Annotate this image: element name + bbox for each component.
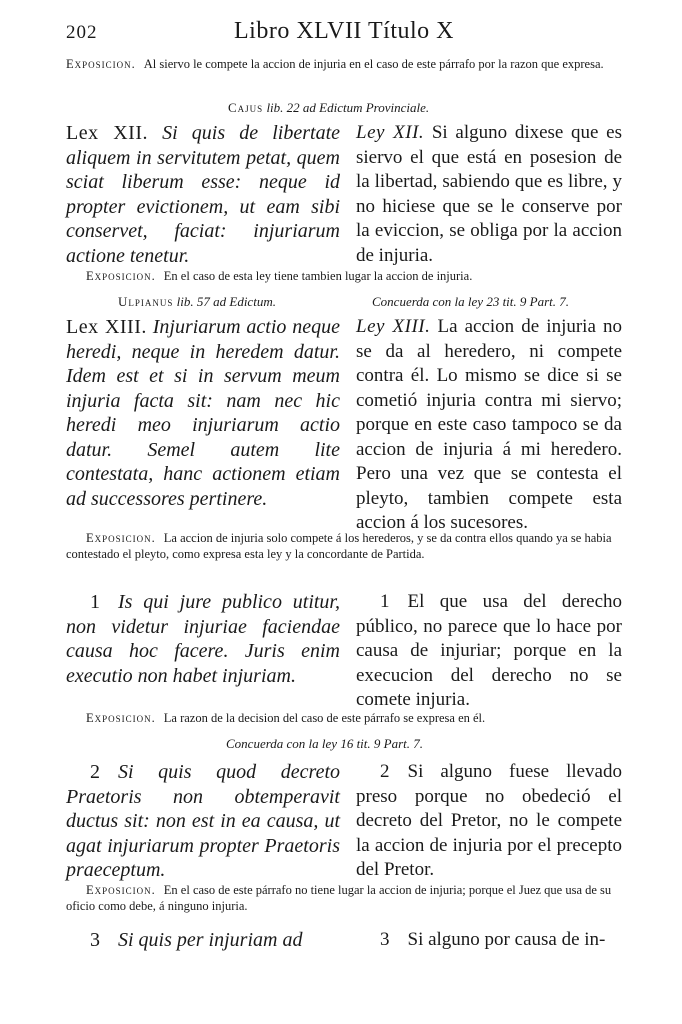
paragraph-number: 2 xyxy=(380,761,390,782)
exposicion-label: Exposicion. xyxy=(86,711,156,725)
paragraph-3-spanish-text: Si alguno por causa de in- xyxy=(407,929,606,950)
exposicion-text: La accion de injuria solo compete á los herederos, y se da contra ellos quando ya se habia contestado el pleyto, como expresa esta ley y la concordante de Partida. xyxy=(66,531,612,561)
exposicion-text: En el caso de esta ley tiene tambien lugar la accion de injuria. xyxy=(163,269,473,283)
paragraph-1-spanish xyxy=(356,590,622,710)
lex-13-latin-heading: Lex XIII. xyxy=(66,316,147,338)
lex-12-spanish-heading: Ley XII. xyxy=(356,122,425,143)
exposicion-label: Exposicion. xyxy=(66,57,136,71)
exposicion-3 xyxy=(66,530,622,562)
exposicion-text: Al siervo le compete la accion de injuria en el caso de este párrafo por la razon que expresa. xyxy=(143,57,604,71)
lex-12-spanish xyxy=(356,121,623,266)
paragraph-1-spanish-text: El que usa del derecho público, no parece que lo hace por causa de injuriar; porque en la execucion del derecho no se comete injuria. xyxy=(356,591,622,710)
exposicion-label: Exposicion. xyxy=(86,883,156,897)
lex-12-latin xyxy=(66,121,341,267)
paragraph-3-latin xyxy=(66,928,340,958)
page-number: 202 xyxy=(66,22,98,43)
lex-13-latin xyxy=(66,315,340,520)
paragraph-number: 1 xyxy=(90,591,100,613)
exposicion-label: Exposicion. xyxy=(86,269,156,283)
exposicion-1 xyxy=(66,56,622,72)
lex-12-spanish-text: Si alguno dixese que es siervo el que está en posesion de la libertad, sabiendo que es libre, y no hiciese que se le conserve por la eviccion, se obliga por la accion de injuria. xyxy=(356,122,623,266)
source-author: Ulpianus xyxy=(118,294,174,309)
paragraph-2-spanish xyxy=(356,760,622,880)
page-header xyxy=(66,18,622,48)
lex-13-latin-text: Injuriarum actio neque heredi, neque in heredem datur. Idem est et si in servum meum injuria facta sit: nam nec hic heredi meo injuriarum actio datur. Semel autem lite contestata, hanc actionem etiam ad successores pertinere. xyxy=(66,316,340,510)
source-detail: lib. 22 ad Edictum Provinciale. xyxy=(266,100,430,115)
running-title: Libro XLVII Título X xyxy=(234,18,454,44)
lex-12-latin-text: Si quis de libertate aliquem in servitutem petat, quem sciat liberum esse: neque id propter evictionem, ut eam sibi conservet, faciat: injuriarum actione tenetur. xyxy=(66,122,341,267)
exposicion-2 xyxy=(86,268,642,284)
exposicion-text: La razon de la decision del caso de este párrafo se expresa en él. xyxy=(163,711,486,725)
source-author: Cajus xyxy=(228,100,264,115)
paragraph-3-latin-text: Si quis per injuriam ad xyxy=(118,929,303,951)
lex-12-latin-heading: Lex XII. xyxy=(66,122,148,144)
source-reference-ulpianus xyxy=(118,294,276,310)
paragraph-1-latin xyxy=(66,590,340,700)
exposicion-text: En el caso de este párrafo no tiene lugar la accion de injuria; porque el Juez que usa de su oficio como debe, á ninguno injuria. xyxy=(66,883,612,913)
lex-13-spanish xyxy=(356,315,622,533)
paragraph-number: 1 xyxy=(380,591,390,612)
paragraph-1-latin-text: Is qui jure publico utitur, non videtur injuriae faciendae causa hoc facere. Juris enim executio non habet injuriam. xyxy=(66,591,340,687)
paragraph-number: 3 xyxy=(380,929,390,950)
paragraph-number: 2 xyxy=(90,761,100,783)
source-detail: lib. 57 ad Edictum. xyxy=(176,294,276,309)
concordance-reference-1: Concuerda con la ley 23 tit. 9 Part. 7. xyxy=(372,294,570,309)
lex-13-spanish-text: La accion de injuria no se da al heredero, ni compete contra él. Lo mismo se dice si se cometió injuria contra mi siervo; porque en este caso tampoco se da accion de injuria á mi heredero. Pero una vez que se contesta el pleyto, tambien compete esta accion á los sucesores. xyxy=(356,316,622,533)
lex-13-spanish-heading: Ley XIII. xyxy=(356,316,431,337)
paragraph-2-latin-text: Si quis quod decreto Praetoris non obtemperavit ductus sit: non est in ea causa, ut agat injuriarum propter Praetoris praeceptum. xyxy=(66,761,340,881)
source-reference-cajus xyxy=(228,100,429,116)
exposicion-5 xyxy=(66,882,622,914)
exposicion-label: Exposicion. xyxy=(86,531,156,545)
paragraph-2-spanish-text: Si alguno fuese llevado preso porque no obedeció el decreto del Pretor, no le compete la accion de injuria por el precepto del Pretor. xyxy=(356,761,622,880)
exposicion-4 xyxy=(86,710,642,726)
paragraph-3-spanish xyxy=(356,928,622,958)
paragraph-number: 3 xyxy=(90,929,100,951)
paragraph-2-latin xyxy=(66,760,340,881)
concordance-reference-2: Concuerda con la ley 16 tit. 9 Part. 7. xyxy=(226,736,424,751)
